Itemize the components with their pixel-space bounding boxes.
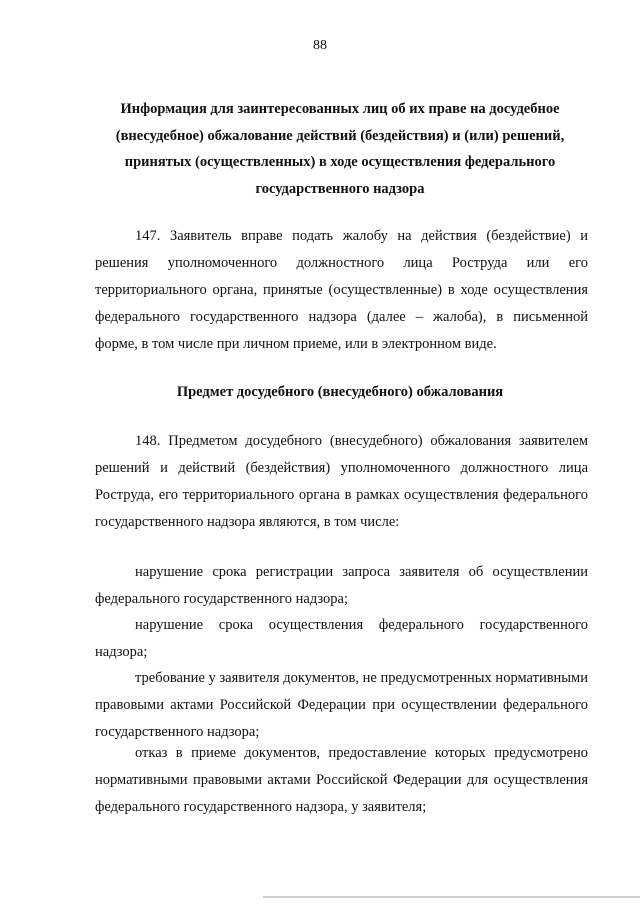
list-item: нарушение срока осуществления федерального государственного надзора; [95,617,588,660]
paragraph-147: 147. Заявитель вправе подать жалобу на действия (бездействие) и решения уполномоченного должностного лица Роструда или его территориального органа, принятые (осуществленные) в ходе осуществления федерального государственного надзора (далее – жалоба), в письменной форме, в том числе при личном приеме, или в электронном виде. [95,228,588,352]
section-heading: Информация для заинтересованных лиц об их праве на досудебное (внесудебное) обжалование действий (бездействия) и (или) решений, принятых (осуществленных) в ходе осуществления федерального государственного надзора [115,101,565,198]
paragraph-148: 148. Предметом досудебного (внесудебного) обжалования заявителем решений и действий (бездействия) уполномоченного должностного лица Роструда, его территориального органа в рамках осуществления федерального государственного надзора являются, в том числе: [95,433,588,530]
list-item: отказ в приеме документов, предоставление которых предусмотрено нормативными правовыми актами Российской Федерации для осуществления федерального государственного надзора, у заявителя; [95,745,588,815]
list-item: нарушение срока регистрации запроса заявителя об осуществлении федерального государственного надзора; [95,564,588,607]
subsection-heading: Предмет досудебного (внесудебного) обжалования [176,384,504,400]
list-item: требование у заявителя документов, не предусмотренных нормативными правовыми актами Российской Федерации при осуществлении федерального государственного надзора; [95,670,588,740]
scan-edge-line [263,896,640,898]
page-number: 88 [313,38,327,53]
